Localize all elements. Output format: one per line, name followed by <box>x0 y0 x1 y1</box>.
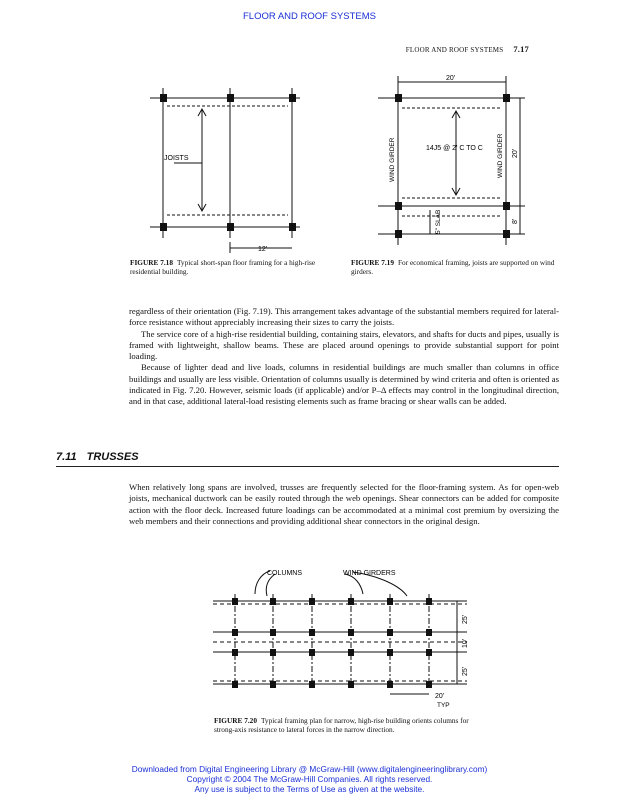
figure-7-19-label: FIGURE 7.19 <box>351 258 394 267</box>
figure-7-20-label: FIGURE 7.20 <box>214 716 257 725</box>
section-heading <box>56 451 149 463</box>
wind-girders-label: WIND GIRDERS <box>343 570 396 577</box>
figure-7-19-caption <box>351 258 559 276</box>
figure-7-18-label: FIGURE 7.18 <box>130 258 173 267</box>
dimension-20: 20' <box>512 148 519 158</box>
figure-7-20-drawing <box>205 566 485 711</box>
typical-label: TYP <box>437 702 450 709</box>
figure-7-18 <box>140 78 320 253</box>
joist-spacing-note: 14J5 @ 2' C TO C <box>426 145 483 152</box>
section-number: 7.11 <box>56 451 77 463</box>
figure-7-20-caption <box>214 716 479 734</box>
figure-7-19-drawing <box>370 70 535 250</box>
footer-terms: Any use is subject to the Terms of Use as given at the website. <box>194 784 425 794</box>
wind-girder-right-label: WIND GIRDER <box>497 133 504 178</box>
running-head-title: FLOOR AND ROOF SYSTEMS <box>405 46 504 54</box>
figure-7-20-caption-text: Typical framing plan for narrow, high-rise building orients columns for strong-axis resistance to lateral forces in the narrow direction. <box>214 716 469 734</box>
trusses-text <box>129 482 559 527</box>
download-banner: FLOOR AND ROOF SYSTEMS <box>242 11 377 22</box>
figure-7-19 <box>370 70 535 250</box>
body-text-continued <box>129 306 559 408</box>
figure-7-18-drawing <box>140 78 320 253</box>
copyright-footer <box>0 764 619 794</box>
paragraph-1: regardless of their orientation (Fig. 7.19). This arrangement takes advantage of the substantial members required for lateral-force resistance without appreciably increasing their sizes to carry the joists. <box>129 306 559 328</box>
page-number: 7.17 <box>513 44 529 54</box>
wind-girder-left-label: WIND GIRDER <box>389 137 396 182</box>
dimension-8: 8' <box>512 218 519 224</box>
running-head <box>406 44 529 54</box>
footer-download-link[interactable]: Downloaded from Digital Engineering Library @ McGraw-Hill (www.digitalengineeringlibrary.com) <box>131 764 488 774</box>
top-dimension: 20' <box>446 75 456 82</box>
section-rule <box>56 466 559 467</box>
dimension-top: 25' <box>462 614 469 624</box>
bay-dimension: 20' <box>435 693 445 700</box>
trusses-paragraph: When relatively long spans are involved, trusses are frequently selected for the floor-framing system. As for open-web joists, mechanical ductwork can be easily routed through the web openings. Shear connectors can be added for composite action with the floor deck. Increased future loadings can be accommodated at a minimal cost premium by oversizing the web members and their connections and providing additional shear connectors in the original design. <box>129 482 559 526</box>
paragraph-2: The service core of a high-rise residential building, containing stairs, elevators, and shafts for ducts and pipes, usually is framed with lightweight, shallow beams. These are placed around openings to provide substantial support for point loading. <box>129 328 559 362</box>
figure-7-18-caption <box>130 258 337 276</box>
dimension-middle: 10' <box>462 638 469 648</box>
slab-label: 5" SLAB <box>435 209 442 234</box>
figure-7-18-caption-text: Typical short-span floor framing for a high-rise residential building. <box>130 258 316 276</box>
span-dimension: 12' <box>258 246 268 253</box>
dimension-bottom: 25' <box>462 666 469 676</box>
paragraph-3: Because of lighter dead and live loads, columns in residential buildings are much smaller than columns in office buildings and usually are less visible. Orientation of columns usually is determined by wind criteria and often is oriented as indicated in Fig. 7.20. However, seismic loads (if applicable) and/or P–Δ effects may control in the longitudinal direction, and in that case, additional lateral-load resisting elements such as frame bracing or shear walls can be added. <box>129 362 559 407</box>
section-title: TRUSSES <box>86 451 139 463</box>
columns-label: COLUMNS <box>267 570 303 577</box>
figure-7-19-caption-text: For economical framing, joists are supported on wind girders. <box>351 258 555 276</box>
figure-7-20 <box>205 566 485 711</box>
footer-copyright: Copyright © 2004 The McGraw-Hill Companies. All rights reserved. <box>186 774 433 784</box>
joists-label: JOISTS <box>164 155 189 162</box>
